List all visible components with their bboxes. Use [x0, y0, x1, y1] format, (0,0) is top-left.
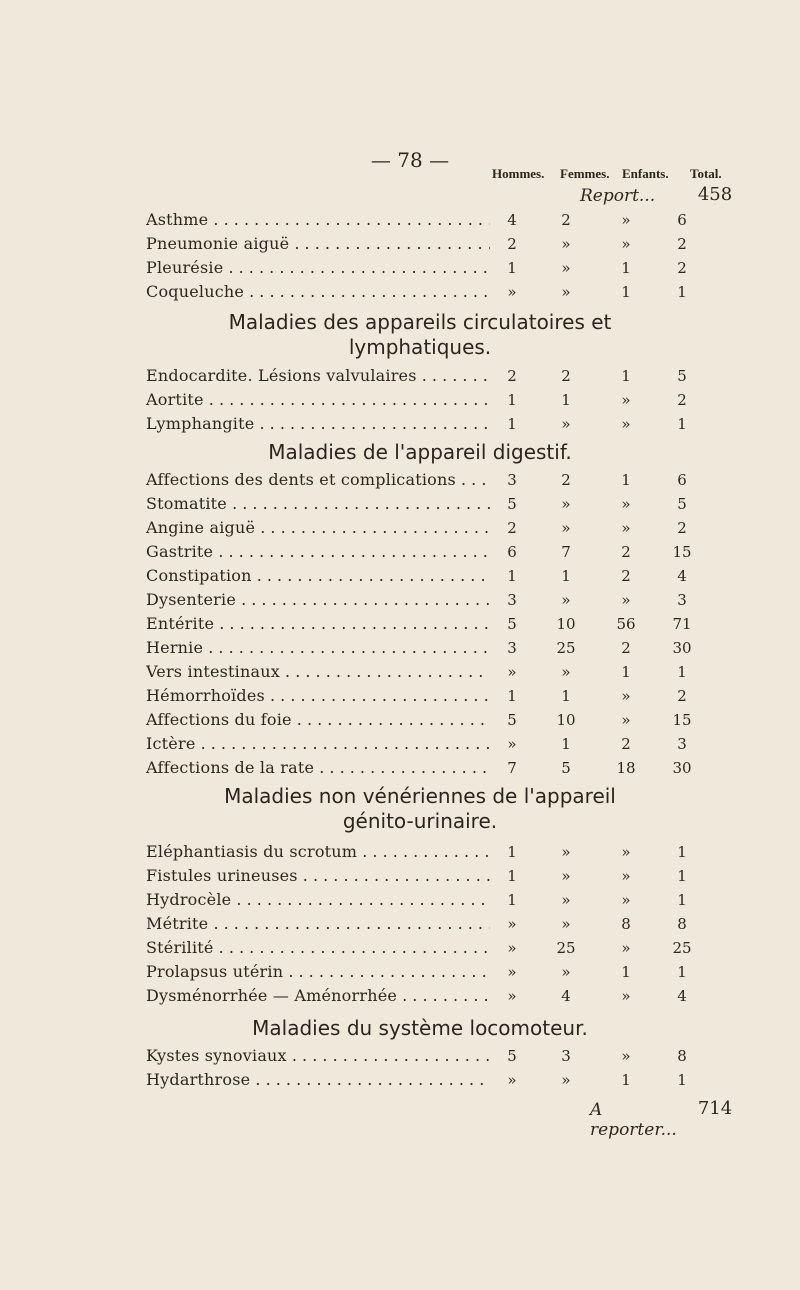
- count-hommes: »: [507, 915, 517, 933]
- count-femmes: 5: [561, 759, 571, 777]
- count-hommes: 2: [507, 519, 517, 537]
- disease-name: Pneumonie aiguë . . .: [146, 234, 490, 253]
- disease-name: Affections de la rate . . .: [146, 758, 490, 777]
- count-femmes: 10: [556, 711, 576, 729]
- disease-name: Affections du foie . . .: [146, 710, 490, 729]
- count-hommes: 1: [507, 867, 517, 885]
- count-enfants: »: [621, 211, 631, 229]
- count-total: 4: [677, 567, 687, 585]
- count-femmes: 1: [561, 567, 571, 585]
- disease-name: Hydrocèle . . .: [146, 890, 490, 909]
- disease-name: Pleurésie . . .: [146, 258, 490, 277]
- count-total: 2: [677, 259, 687, 277]
- disease-name: Angine aiguë . . .: [146, 518, 490, 537]
- disease-name: Vers intestinaux . . .: [146, 662, 490, 681]
- disease-name: Endocardite. Lésions valvulaires . . .: [146, 366, 490, 385]
- table-row: [0, 758, 800, 782]
- disease-name: Ictère . . .: [146, 734, 490, 753]
- count-enfants: »: [621, 235, 631, 253]
- count-hommes: 5: [507, 711, 517, 729]
- count-hommes: 5: [507, 1047, 517, 1065]
- count-enfants: »: [621, 687, 631, 705]
- count-total: 1: [677, 663, 687, 681]
- count-femmes: »: [561, 495, 571, 513]
- count-total: 2: [677, 235, 687, 253]
- count-femmes: »: [561, 915, 571, 933]
- count-enfants: »: [621, 987, 631, 1005]
- count-total: 8: [677, 1047, 687, 1065]
- count-hommes: »: [507, 939, 517, 957]
- count-femmes: 10: [556, 615, 576, 633]
- count-total: 1: [677, 283, 687, 301]
- count-enfants: 1: [621, 471, 631, 489]
- disease-name: Prolapsus utérin . . .: [146, 962, 490, 981]
- table-row: [0, 470, 800, 494]
- count-enfants: »: [621, 711, 631, 729]
- carry-forward-label: A reporter...: [590, 1100, 677, 1140]
- count-femmes: »: [561, 519, 571, 537]
- table-row: [0, 542, 800, 566]
- table-row: [0, 662, 800, 686]
- count-hommes: 1: [507, 391, 517, 409]
- disease-name: Asthme . . .: [146, 210, 490, 229]
- count-hommes: 1: [507, 415, 517, 433]
- count-enfants: 2: [621, 639, 631, 657]
- count-total: 2: [677, 687, 687, 705]
- table-row: [0, 914, 800, 938]
- carry-forward-value: 714: [697, 1098, 733, 1119]
- count-hommes: 1: [507, 891, 517, 909]
- count-femmes: 7: [561, 543, 571, 561]
- count-total: 4: [677, 987, 687, 1005]
- count-enfants: »: [621, 391, 631, 409]
- count-total: 1: [677, 415, 687, 433]
- count-enfants: 1: [621, 1071, 631, 1089]
- count-femmes: »: [561, 1071, 571, 1089]
- count-total: 6: [677, 471, 687, 489]
- disease-name: Stomatite . . .: [146, 494, 490, 513]
- count-enfants: 1: [621, 259, 631, 277]
- count-total: 30: [672, 759, 692, 777]
- count-hommes: 7: [507, 759, 517, 777]
- count-hommes: »: [507, 987, 517, 1005]
- disease-name: Dysménorrhée — Aménorrhée . . .: [146, 986, 490, 1005]
- count-femmes: 3: [561, 1047, 571, 1065]
- table-row: [0, 866, 800, 890]
- count-enfants: 8: [621, 915, 631, 933]
- count-hommes: 6: [507, 543, 517, 561]
- count-femmes: »: [561, 235, 571, 253]
- count-enfants: »: [621, 939, 631, 957]
- count-femmes: »: [561, 663, 571, 681]
- disease-name: Gastrite . . .: [146, 542, 490, 561]
- count-femmes: 2: [561, 211, 571, 229]
- count-hommes: 1: [507, 843, 517, 861]
- count-total: 30: [672, 639, 692, 657]
- count-enfants: 2: [621, 735, 631, 753]
- count-femmes: 25: [556, 939, 576, 957]
- count-femmes: »: [561, 591, 571, 609]
- count-femmes: 1: [561, 391, 571, 409]
- disease-name: Aortite . . .: [146, 390, 490, 409]
- count-hommes: 5: [507, 615, 517, 633]
- disease-name: Dysenterie . . .: [146, 590, 490, 609]
- count-femmes: 4: [561, 987, 571, 1005]
- count-total: 71: [672, 615, 692, 633]
- section-heading-locomotor: Maladies du système locomoteur.: [252, 1016, 588, 1040]
- table-row: [0, 494, 800, 518]
- count-total: 3: [677, 735, 687, 753]
- disease-name: Coqueluche . . .: [146, 282, 490, 301]
- count-femmes: »: [561, 259, 571, 277]
- disease-name: Constipation . . .: [146, 566, 490, 585]
- disease-name: Fistules urineuses . . .: [146, 866, 490, 885]
- disease-name: Affections des dents et complications . . .: [146, 470, 490, 489]
- table-row: [0, 734, 800, 758]
- table-row: [0, 1046, 800, 1070]
- section-heading-digestive: Maladies de l'appareil digestif.: [268, 440, 572, 464]
- section-heading-circulatory: Maladies des appareils circulatoires et lymphatiques.: [228, 310, 612, 359]
- count-hommes: 3: [507, 471, 517, 489]
- disease-name: Stérilité . . .: [146, 938, 490, 957]
- count-femmes: »: [561, 283, 571, 301]
- disease-name: Hydarthrose . . .: [146, 1070, 490, 1089]
- count-hommes: »: [507, 283, 517, 301]
- count-femmes: »: [561, 963, 571, 981]
- count-femmes: »: [561, 891, 571, 909]
- count-total: 5: [677, 495, 687, 513]
- count-total: 25: [672, 939, 692, 957]
- count-total: 2: [677, 519, 687, 537]
- count-hommes: »: [507, 1071, 517, 1089]
- count-hommes: »: [507, 963, 517, 981]
- page-number: — 78 —: [370, 148, 450, 172]
- table-row: [0, 590, 800, 614]
- count-hommes: 2: [507, 367, 517, 385]
- count-total: 5: [677, 367, 687, 385]
- count-total: 2: [677, 391, 687, 409]
- table-row: [0, 938, 800, 962]
- table-row: [0, 638, 800, 662]
- table-row: [0, 282, 800, 306]
- count-total: 1: [677, 1071, 687, 1089]
- count-enfants: 2: [621, 543, 631, 561]
- count-hommes: »: [507, 663, 517, 681]
- count-femmes: »: [561, 843, 571, 861]
- count-enfants: 2: [621, 567, 631, 585]
- table-row: [0, 962, 800, 986]
- report-value: 458: [697, 184, 733, 205]
- count-hommes: 1: [507, 567, 517, 585]
- count-total: 3: [677, 591, 687, 609]
- table-row: [0, 1070, 800, 1094]
- disease-name: Eléphantiasis du scrotum . . .: [146, 842, 490, 861]
- table-row: [0, 518, 800, 542]
- table-row: [0, 614, 800, 638]
- count-enfants: »: [621, 495, 631, 513]
- count-hommes: 3: [507, 591, 517, 609]
- table-row: [0, 210, 800, 234]
- table-row: [0, 710, 800, 734]
- column-header-femmes: Femmes.: [560, 166, 610, 181]
- disease-name: Lymphangite . . .: [146, 414, 490, 433]
- column-header-enfants: Enfants.: [622, 166, 669, 181]
- disease-name: Kystes synoviaux . . .: [146, 1046, 490, 1065]
- table-row: [0, 566, 800, 590]
- count-total: 8: [677, 915, 687, 933]
- table-row: [0, 390, 800, 414]
- table-row: [0, 234, 800, 258]
- count-enfants: 1: [621, 283, 631, 301]
- count-enfants: 1: [621, 663, 631, 681]
- count-total: 1: [677, 891, 687, 909]
- table-row: [0, 414, 800, 438]
- count-enfants: »: [621, 415, 631, 433]
- count-femmes: »: [561, 415, 571, 433]
- count-femmes: 2: [561, 471, 571, 489]
- table-row: [0, 842, 800, 866]
- count-total: 1: [677, 867, 687, 885]
- count-enfants: »: [621, 519, 631, 537]
- count-total: 15: [672, 711, 692, 729]
- disease-name: Hémorrhoïdes . . .: [146, 686, 490, 705]
- count-enfants: »: [621, 1047, 631, 1065]
- count-enfants: 56: [616, 615, 636, 633]
- count-hommes: 4: [507, 211, 517, 229]
- count-enfants: »: [621, 843, 631, 861]
- disease-name: Entérite . . .: [146, 614, 490, 633]
- count-femmes: 1: [561, 735, 571, 753]
- count-femmes: »: [561, 867, 571, 885]
- count-total: 1: [677, 963, 687, 981]
- count-hommes: 1: [507, 687, 517, 705]
- disease-name: Métrite . . .: [146, 914, 490, 933]
- disease-name: Hernie . . .: [146, 638, 490, 657]
- count-femmes: 1: [561, 687, 571, 705]
- count-enfants: 18: [616, 759, 636, 777]
- count-enfants: 1: [621, 963, 631, 981]
- column-header-total: Total.: [690, 166, 722, 181]
- count-hommes: »: [507, 735, 517, 753]
- count-hommes: 2: [507, 235, 517, 253]
- count-total: 1: [677, 843, 687, 861]
- table-row: [0, 366, 800, 390]
- table-row: [0, 890, 800, 914]
- count-hommes: 1: [507, 259, 517, 277]
- table-row: [0, 986, 800, 1010]
- table-row: [0, 258, 800, 282]
- count-enfants: »: [621, 591, 631, 609]
- count-femmes: 25: [556, 639, 576, 657]
- column-header-hommes: Hommes.: [492, 166, 545, 181]
- count-hommes: 3: [507, 639, 517, 657]
- count-femmes: 2: [561, 367, 571, 385]
- count-enfants: 1: [621, 367, 631, 385]
- count-enfants: »: [621, 891, 631, 909]
- table-row: [0, 686, 800, 710]
- count-hommes: 5: [507, 495, 517, 513]
- report-label: Report...: [580, 186, 656, 206]
- count-total: 6: [677, 211, 687, 229]
- count-enfants: »: [621, 867, 631, 885]
- count-total: 15: [672, 543, 692, 561]
- section-heading-genito-urinary: Maladies non vénériennes de l'appareil génito-urinaire.: [224, 784, 616, 833]
